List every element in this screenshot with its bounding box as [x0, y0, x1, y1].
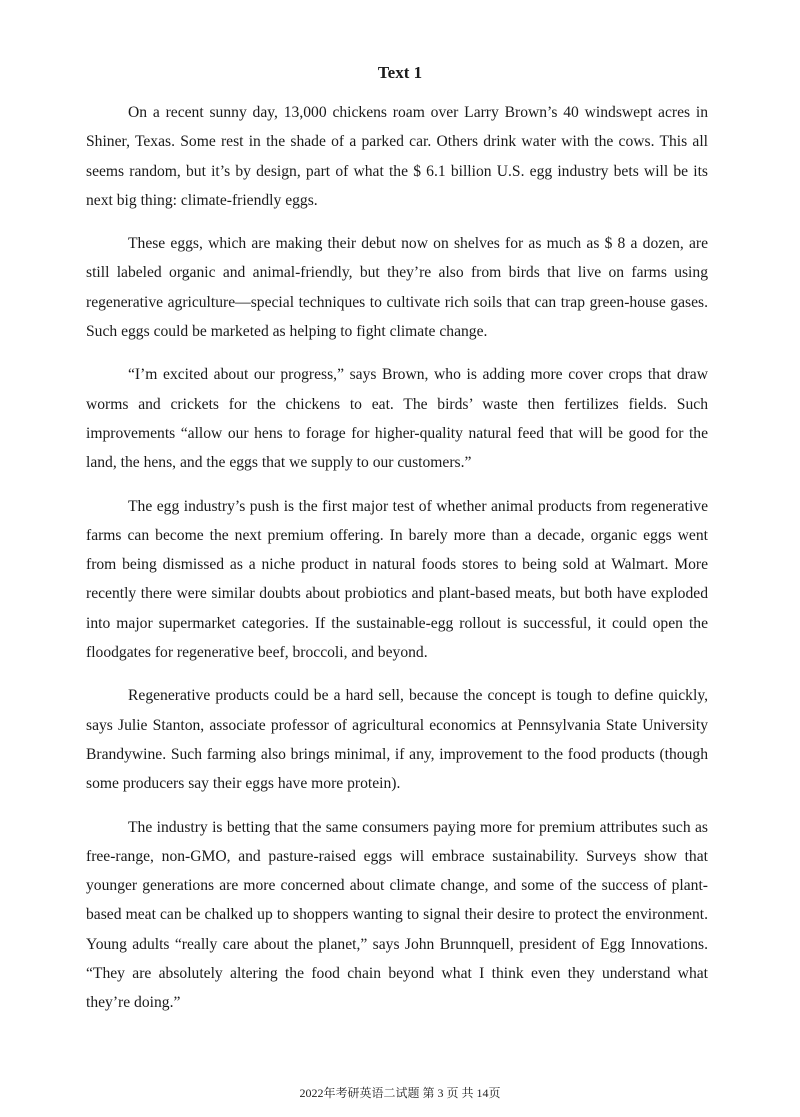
text-title: Text 1: [377, 63, 423, 82]
paragraph-1: On a recent sunny day, 13,000 chickens roam over Larry Brown’s 40 windswept acres in Shiner, Texas. Some rest in the shade of a parked car. Others drink water with the cows. This all seems random, but it’s by design, part of what the $ 6.1 billion U.S. egg industry bets will be its next big thing: climate-friendly eggs.: [86, 104, 708, 209]
page-footer: 2022年考研英语二试题 第 3 页 共 14页: [299, 1086, 501, 1100]
paragraph-4: The egg industry’s push is the first major test of whether animal products from regenerative farms can become the next premium offering. In barely more than a decade, organic eggs went from being dismissed as a niche product in natural foods stores to being sold at Walmart. More recently there were similar doubts about probiotics and plant-based meats, but both have exploded into major supermarket categories. If the sustainable-egg rollout is successful, it could open the floodgates for regenerative beef, broccoli, and beyond.: [86, 497, 708, 662]
paragraph-6: The industry is betting that the same consumers paying more for premium attributes such as free-range, non-GMO, and pasture-raised eggs will embrace sustainability. Surveys show that younger generations are more concerned about climate change, and some of the success of plant-based meat can be chalked up to shoppers wanting to signal their desire to protect the environment. Young adults “really care about the planet,” says John Brunnquell, president of Egg Innovations. “They are absolutely altering the food chain beyond what I think even they understand what they’re doing.”: [86, 818, 708, 1012]
passage-body: [86, 98, 708, 1032]
paragraph-3: “I’m excited about our progress,” says Brown, who is adding more cover crops that draw worms and crickets for the chickens to eat. The birds’ waste then fertilizes fields. Such improvements “allow our hens to forage for higher-quality natural feed that will be good for the land, the hens, and the eggs that we supply to our customers.”: [86, 366, 708, 472]
paragraph-2: These eggs, which are making their debut now on shelves for as much as $ 8 a dozen, are still labeled organic and animal-friendly, but they’re also from birds that live on farms using regenerative agriculture—special techniques to cultivate rich soils that can trap green-house gases. Such eggs could be marketed as helping to fight climate change.: [86, 235, 708, 341]
paragraph-5: Regenerative products could be a hard sell, because the concept is tough to define quickly, says Julie Stanton, associate professor of agricultural economics at Pennsylvania State University Brandywine. Such farming also brings minimal, if any, improvement to the food products (though some producers say their eggs have more protein).: [86, 687, 708, 793]
